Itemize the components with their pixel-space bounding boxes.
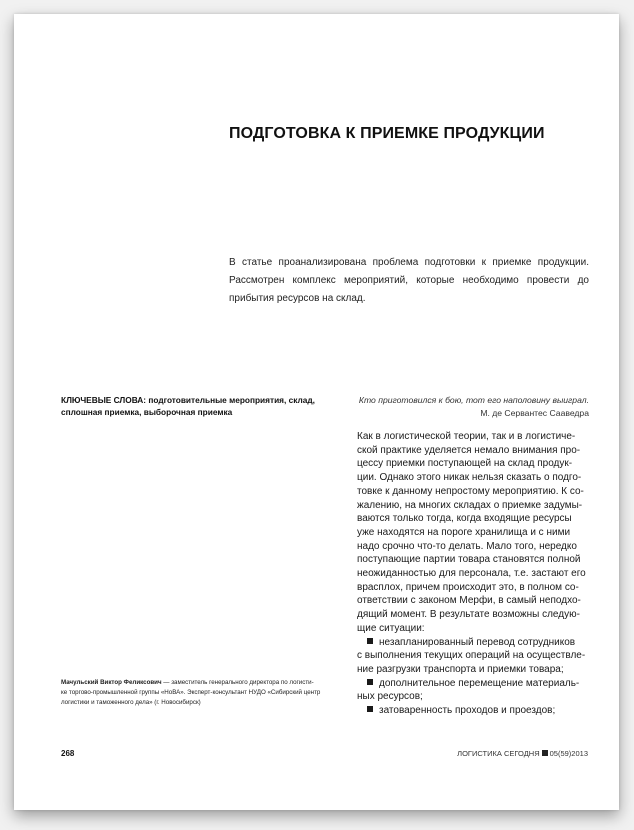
body-line: уже находятся на пороге хранилища и с ними: [357, 526, 571, 538]
body-line: ции. Однако этого никак нельзя сказать о подго-: [357, 472, 582, 484]
body-line: ваются только тогда, когда входящие ресурсы: [357, 513, 572, 525]
bullet-continuation: с выполнения текущих операций на осуществле-: [357, 650, 586, 662]
bullet-continuation: ние разгрузки транспорта и приемки товара;: [357, 663, 564, 675]
journal-name: ЛОГИСТИКА СЕГОДНЯ: [457, 749, 540, 758]
body-line: поступающие партии товара становятся полной: [357, 554, 581, 566]
article-abstract: В статье проанализирована проблема подготовки к приемке продукции. Рассмотрен комплекс мероприятий, которые необходимо провести до прибытия ресурсов на склад.: [229, 257, 589, 304]
square-separator-icon: [542, 750, 548, 756]
bullet-text: незапланированный перевод сотрудников: [379, 636, 576, 648]
keywords-text: подготовительные мероприятия, склад, сплошная приемка, выборочная приемка: [61, 395, 315, 417]
epigraph-quote: Кто приготовился к бою, тот его наполовину выиграл.: [358, 395, 589, 405]
body-line: ответствии с законом Мерфи, в самый неподхо-: [357, 595, 581, 607]
body-line: щие ситуации:: [357, 622, 425, 634]
author-note-line: [61, 678, 333, 688]
bullet-item: [357, 636, 589, 650]
author-role: — заместитель генерального директора по логисти-: [161, 679, 314, 686]
body-line: Как в логистической теории, так и в логистиче-: [357, 431, 576, 442]
bullet-text: дополнительное перемещение материаль-: [379, 677, 580, 689]
bullet-item: [357, 704, 589, 718]
bullet-text: затоваренность проходов и проездов;: [379, 705, 556, 717]
article-title: ПОДГОТОВКА К ПРИЕМКЕ ПРОДУКЦИИ: [229, 125, 545, 142]
square-bullet-icon: [367, 638, 373, 644]
keywords-block: [61, 394, 333, 418]
page-number: 268: [61, 749, 75, 758]
square-bullet-icon: [367, 706, 373, 712]
author-note-line: ке торгово-промышленной группы «НоВА». Эксперт-консультант НУДО «Сибирский центр: [61, 689, 321, 697]
epigraph: [347, 394, 589, 420]
keywords-label: КЛЮЧЕВЫЕ СЛОВА:: [61, 395, 147, 405]
body-line: товке к данному непростому мероприятию. К со-: [357, 485, 584, 497]
body-line: неожиданностью для персонала, т.е. застают его: [357, 568, 586, 580]
author-note-line: логистики и таможенного дела» (г. Новосибирск): [61, 699, 201, 707]
body-line: цессу приемки поступающей на склад продук-: [357, 458, 573, 470]
author-note: [61, 678, 333, 709]
epigraph-author: М. де Сервантес Сааведра: [480, 408, 589, 418]
body-line: жалению, на многих складах о приемке задумы-: [357, 499, 583, 511]
body-line: ской практике уделяется немало внимания про-: [357, 444, 581, 456]
body-line: врасплох, причем происходит это, в полном со-: [357, 581, 579, 593]
document-page: [14, 14, 619, 810]
bullet-continuation: ных ресурсов;: [357, 691, 423, 703]
journal-issue: 05(59)2013: [549, 749, 588, 758]
body-line: дящий момент. В результате возможны следую-: [357, 609, 580, 621]
journal-footer: [457, 749, 588, 758]
bullet-item: [357, 677, 589, 691]
body-line: надо срочно что-то делать. Мало того, нередко: [357, 540, 577, 552]
square-bullet-icon: [367, 679, 373, 685]
author-name: Мачульский Виктор Феликсович: [61, 679, 162, 686]
article-body: [357, 430, 589, 718]
